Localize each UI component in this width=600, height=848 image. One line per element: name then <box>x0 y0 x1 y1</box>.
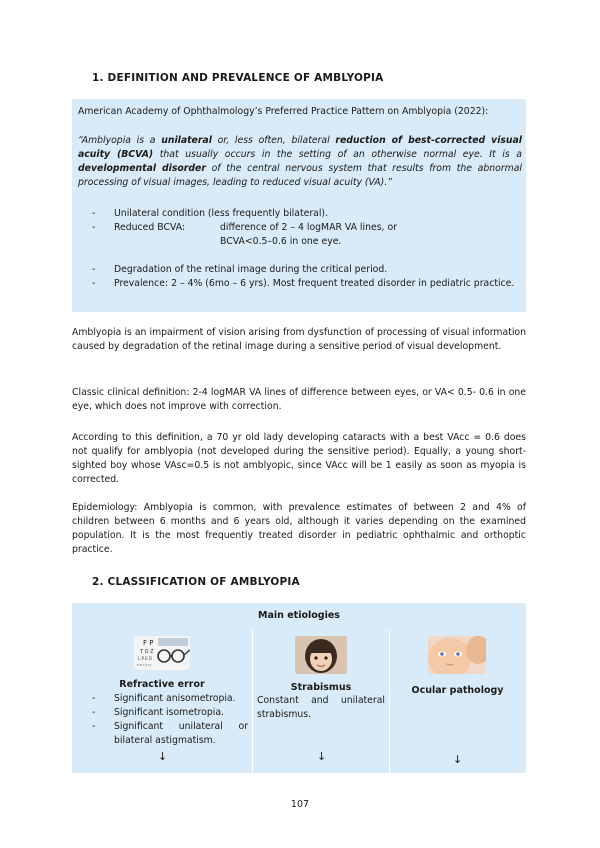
definition-quote: “Amblyopia is a unilateral or, less often, bilateral reduction of best-corrected visual acuity (BCVA) that usually occurs in the setting of an otherwise normal eye. It is a developmental disorder of the central nervous system that results from the abnormal processing of visual images, leading to reduced visual acuity (VA).” <box>78 135 522 188</box>
paragraph-impairment: Amblyopia is an impairment of vision arising from dysfunction of processing of visual information caused by degradation of the retinal image during a sensitive period of visual development. <box>72 327 526 352</box>
page-number: 107 <box>290 799 310 810</box>
baby-face-icon <box>428 636 486 674</box>
strabismus-title: Strabismus <box>290 682 352 693</box>
arrow-down-icon: ↓ <box>317 750 327 763</box>
section-heading-definition: 1. DEFINITION AND PREVALENCE OF AMBLYOPIA <box>92 72 384 84</box>
definition-box: American Academy of Ophthalmology’s Preferred Practice Pattern on Amblyopia (2022): “Amblyopia is a unilateral or, less often, bilateral reduction of best-corrected visual acuity (BCVA) that usually occurs in the setting of an otherwise normal eye. It is a developmental disorder of the central nervous system that results from the abnormal processing of visual images, leading to reduced visual acuity (VA).” - Unilateral condition (less frequently bilateral). - Reduced BCVA: difference of 2 – 4 logMAR VA lines, or BCVA<0.5–0.6 in one eye. - Degradation of the retinal image during the critical period. - Prevalence: 2 – 4% (6mo – 6 yrs). Most frequent treated disorder in pediatric practice. <box>72 99 526 312</box>
arrow-down-icon: ↓ <box>158 750 168 763</box>
etiologies-box <box>72 603 526 773</box>
svg-text:P E C F D: P E C F D <box>137 663 151 667</box>
child-face-icon <box>295 636 347 674</box>
etiologies-title: Main etiologies <box>258 610 340 621</box>
svg-text:L P E D: L P E D <box>138 656 153 661</box>
arrow-down-icon: ↓ <box>453 753 463 766</box>
svg-text:F P: F P <box>143 639 154 647</box>
source-citation: American Academy of Ophthalmology’s Preferred Practice Pattern on Amblyopia (2022): <box>78 106 489 117</box>
refractive-error-title: Refractive error <box>119 679 205 690</box>
ocular-pathology-title: Ocular pathology <box>411 685 504 696</box>
paragraph-example: According to this definition, a 70 yr old lady developing cataracts with a best VAcc = 0.6 does not qualify for amblyopia (not developed during the sensitive period). Equally, a young short-sighted boy whose VAsc=0.5 is not amblyopic, since VAcc will be 1 easily as soon as myopia is corrected. <box>72 432 526 485</box>
strabismus-text: Constant and unilateral strabismus. <box>257 695 385 720</box>
bullet-reduced-bcva: - Reduced BCVA: difference of 2 – 4 logMAR VA lines, or BCVA<0.5–0.6 in one eye. <box>92 222 397 247</box>
etiology-refractive-error: F P T O Z L P E D P E C F D Refractive error - Significant anisometropia. - Significant isometropia. - Significant unilateral or bilateral astigmatism. ↓ <box>72 630 252 773</box>
etiology-strabismus <box>252 630 390 773</box>
eye-chart-glasses-icon <box>134 636 190 670</box>
etiology-ocular-pathology <box>389 630 526 773</box>
section-heading-classification: 2. CLASSIFICATION OF AMBLYOPIA <box>92 576 300 588</box>
paragraph-clinical-definition: Classic clinical definition: 2-4 logMAR VA lines of difference between eyes, or VA< 0.5- 0.6 in one eye, which does not improve with correction. <box>72 387 526 412</box>
svg-text:T O Z: T O Z <box>140 649 154 655</box>
paragraph-epidemiology: Epidemiology: Amblyopia is common, with prevalence estimates of between 2 and 4% of children between 6 months and 6 years old, although it varies depending on the examined population. It is the most frequently treated disorder in pediatric ophthalmic and orthoptic practice. <box>72 502 526 555</box>
